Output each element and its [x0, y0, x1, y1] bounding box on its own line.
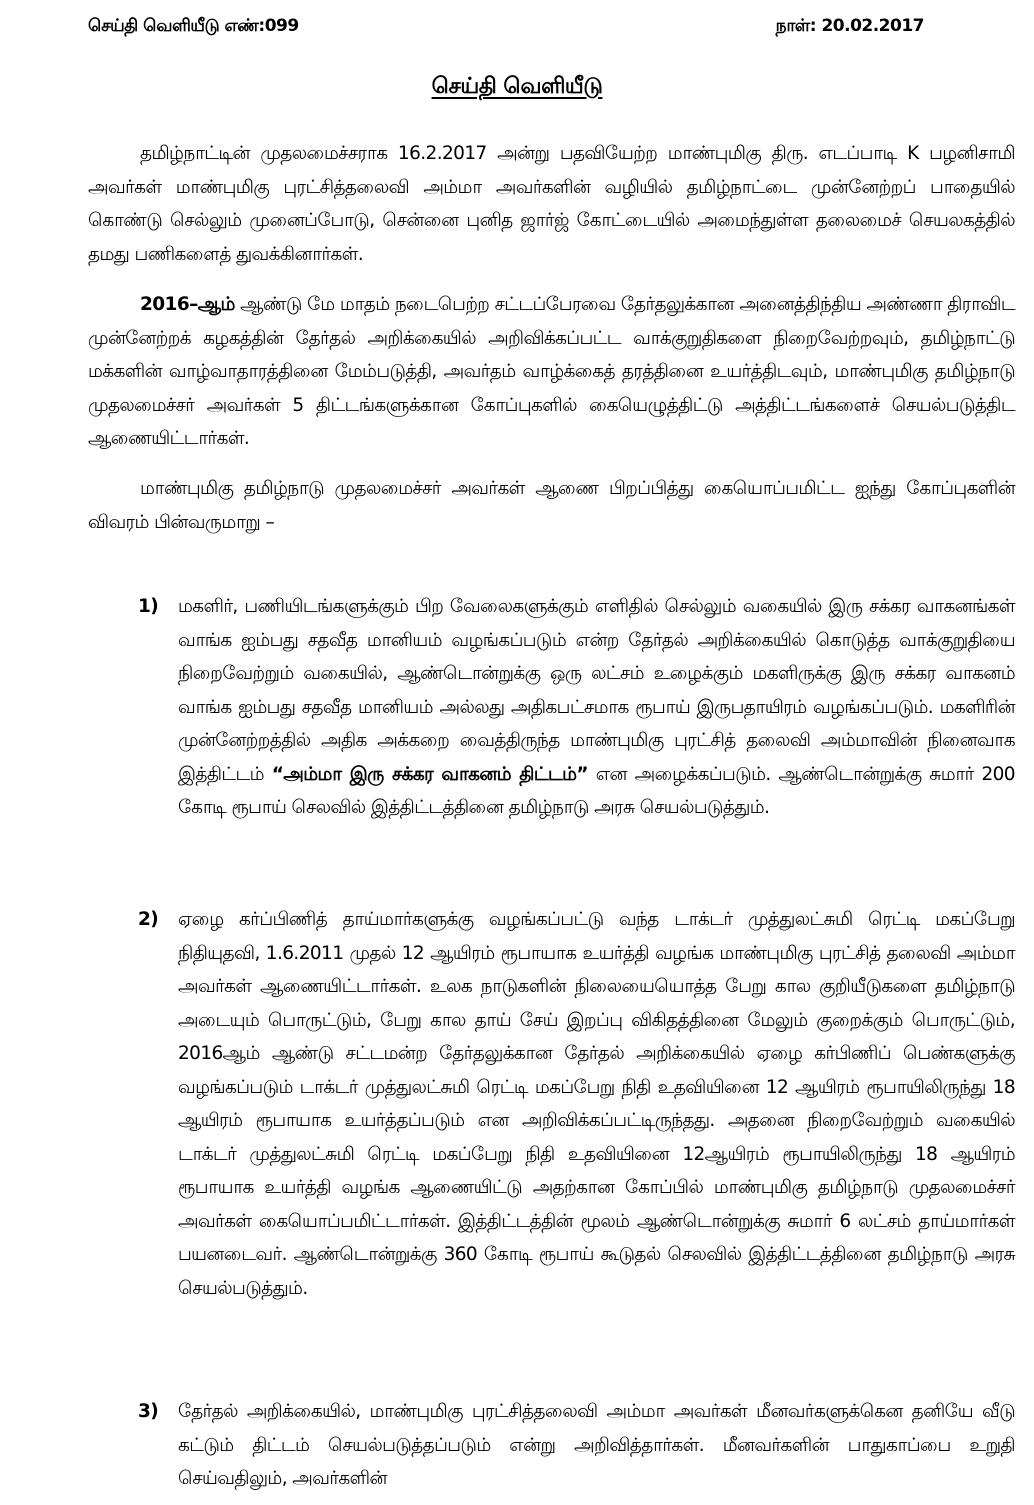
- list-item-2-text-before: ஏழை கர்ப்பிணித் தாய்மார்களுக்கு வழங்கப்பட்டு வந்த டாக்டர் முத்துலட்சுமி ரெட்டி மகப்பேறு நிதியுதவி, 1.6.2011 முதல் 12 ஆயிரம் ரூபாயாக உயர்த்தி வழங்க மாண்புமிகு புரட்சித் தலைவி அம்மா அவர்கள் ஆணையிட்டார்கள். உலக நாடுகளின் நிலையையொத்த பேறு கால குறியீடுகளை தமிழ்நாடு அடையும் பொருட்டும், பேறு கால தாய் சேய் இறப்பு விகிதத்தினை மேலும் குறைக்கும் பொருட்டும், 2016ஆம் ஆண்டு சட்டமன்ற தேர்தலுக்கான தேர்தல் அறிக்கையில் ஏழை கர்பிணிப் பெண்களுக்கு வழங்கப்படும் டாக்டர் முத்துலட்சுமி ரெட்டி மகப்பேறு நிதி உதவியினை 12 ஆயிரம் ரூபாயிலிருந்து 18 ஆயிரம் ரூபாயாக உயர்த்தப்படும் என அறிவிக்கப்பட்டிருந்தது. அதனை நிறைவேற்றும் வகையில் டாக்டர் முத்துலட்சுமி ரெட்டி மகப்பேறு நிதி உதவியினை 12ஆயிரம் ரூபாயிலிருந்து 18 ஆயிரம் ரூபாயாக உயர்த்தி வழங்க ஆணையிட்டு அதற்கான கோப்பில் மாண்புமிகு தமிழ்நாடு முதலமைச்சர் அவர்கள் கையொப்பமிட்டார்கள். இத்திட்டத்தின் மூலம் ஆண்டொன்றுக்கு சுமார் 6 லட்சம் தாய்மார்கள் பயனடைவர். ஆண்டொன்றுக்கு 360 கோடி ரூபாய் கூடுதல் செலவில் இத்திட்டத்தினை தமிழ்நாடு அரசு செயல்படுத்தும்.: [178, 909, 1015, 1299]
- list-item-1-text-before: மகளிர், பணியிடங்களுக்கும் பிற வேலைகளுக்கும் எளிதில் செல்லும் வகையில் இரு சக்கர வாகனங்கள் வாங்க ஐம்பது சதவீத மானியம் வழங்கப்படும் என்ற தேர்தல் அறிக்கையில் கொடுத்த வாக்குறுதியை நிறைவேற்றும் வகையில், ஆண்டொன்றுக்கு ஒரு லட்சம் உழைக்கும் மகளிருக்கு இரு சக்கர வாகனம் வாங்க ஐம்பது சதவீத மானியம் அல்லது அதிகபட்சமாக ரூபாய் இருபதாயிரம் வழங்கப்படும். மகளிரின் முன்னேற்றத்தில் அதிக அக்கறை வைத்திருந்த மாண்புமிகு புரட்சித் தலைவி அம்மாவின் நினைவாக இத்திட்டம்: [178, 596, 1015, 785]
- list-item-1: [138, 590, 1015, 825]
- list-item-2-number: 2): [138, 909, 159, 930]
- scheme-name-emphasis: “அம்மா இரு சக்கர வாகனம் திட்டம்”: [271, 763, 588, 785]
- paragraph-3-text: மாண்புமிகு தமிழ்நாடு முதலமைச்சர் அவர்கள் ஆணை பிறப்பித்து கையொப்பமிட்ட ஐந்து கோப்புகளின் விவரம் பின்வருமாறு –: [88, 478, 1015, 533]
- paragraph-2: [88, 288, 1015, 456]
- release-date: நாள்: 20.02.2017: [775, 16, 924, 36]
- list-item-3: [138, 1395, 1015, 1496]
- list-item-1-text: [178, 590, 1015, 825]
- paragraph-1: [88, 137, 1015, 271]
- list-item-3-text-before: தேர்தல் அறிக்கையில், மாண்புமிகு புரட்சித்தலைவி அம்மா அவர்கள் மீனவர்களுக்கென தனியே வீடு கட்டும் திட்டம் செயல்படுத்தப்படும் என்று அறிவித்தார்கள். மீனவர்களின் பாதுகாப்பை உறுதி செய்வதிலும், அவர்களின்: [178, 1401, 1015, 1489]
- document-header: [88, 16, 924, 38]
- paragraph-3: [88, 472, 1015, 539]
- document-title: [0, 74, 1034, 102]
- paragraph-1-text: தமிழ்நாட்டின் முதலமைச்சராக 16.2.2017 அன்று பதவியேற்ற மாண்புமிகு திரு. எடப்பாடி K பழனிசாமி அவர்கள் மாண்புமிகு புரட்சித்தலைவி அம்மா அவர்களின் வழியில் தமிழ்நாட்டை முன்னேற்றப் பாதையில் கொண்டு செல்லும் முனைப்போடு, சென்னை புனித ஜார்ஜ் கோட்டையில் அமைந்துள்ள தலைமைச் செயலகத்தில் தமது பணிகளைத் துவக்கினார்கள்.: [88, 143, 1015, 265]
- list-item-3-text: [178, 1395, 1015, 1496]
- list-item-1-number: 1): [138, 596, 159, 617]
- paragraph-2-lead: 2016–ஆம்: [140, 294, 235, 315]
- title-text: செய்தி வெளியீடு: [431, 74, 603, 99]
- paragraph-2-text: ஆண்டு மே மாதம் நடைபெற்ற சட்டப்பேரவை தேர்தலுக்கான அனைத்திந்திய அண்ணா திராவிட முன்னேற்றக் கழகத்தின் தேர்தல் அறிக்கையில் அறிவிக்கப்பட்ட வாக்குறுதிகளை நிறைவேற்றவும், தமிழ்நாட்டு மக்களின் வாழ்வாதாரத்தினை மேம்படுத்தி, அவர்தம் வாழ்க்கைத் தரத்தினை உயர்த்திடவும், மாண்புமிகு தமிழ்நாடு முதலமைச்சர் அவர்கள் 5 திட்டங்களுக்கான கோப்புகளில் கையெழுத்திட்டு அத்திட்டங்களைச் செயல்படுத்திட ஆணையிட்டார்கள்.: [88, 294, 1015, 449]
- list-item-2-text: [178, 903, 1015, 1305]
- list-item-2: [138, 903, 1015, 1305]
- release-number: செய்தி வெளியீடு எண்:099: [88, 16, 299, 36]
- list-item-1-text-after: என அழைக்கப்படும். ஆண்டொன்றுக்கு சுமார் 200 கோடி ரூபாய் செலவில் இத்திட்டத்தினை தமிழ்நாடு அரசு செயல்படுத்தும்.: [178, 763, 1015, 818]
- list-item-3-number: 3): [138, 1401, 159, 1422]
